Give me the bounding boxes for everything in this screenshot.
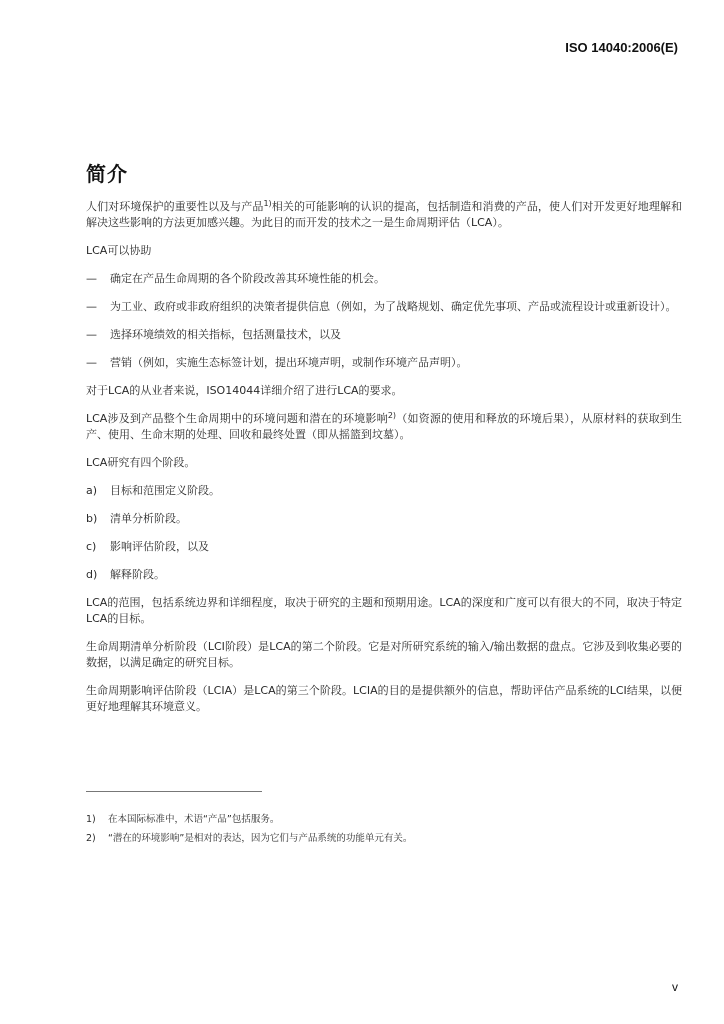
list-item	[86, 327, 682, 343]
list-item-text: 选择环境绩效的相关指标，包括测量技术，以及	[110, 328, 341, 341]
phase-marker: d)	[86, 568, 98, 581]
phase-item	[86, 567, 682, 583]
standard-number: ISO 14040:2006(E)	[565, 40, 678, 55]
phase-text: 清单分析阶段。	[110, 512, 187, 525]
list-dash: —	[86, 300, 97, 313]
footnote-marker: 1)	[86, 814, 96, 825]
footnote-ref-1: 1)	[263, 199, 272, 208]
footnote	[86, 832, 682, 846]
phase-item	[86, 483, 682, 499]
phase-text: 影响评估阶段，以及	[110, 540, 209, 553]
list-item-text: 营销（例如，实施生态标签计划，提出环境声明，或制作环境产品声明）。	[110, 356, 468, 369]
section-title: 简介	[86, 162, 128, 186]
phase-marker: c)	[86, 540, 97, 553]
footnote-marker: 2)	[86, 833, 96, 844]
phase-item	[86, 539, 682, 555]
intro-text-1: 人们对环境保护的重要性以及与产品	[86, 200, 264, 213]
phase-text: 目标和范围定义阶段。	[110, 484, 220, 497]
four-phases-paragraph: LCA研究有四个阶段。	[86, 456, 196, 469]
list-dash: —	[86, 356, 97, 369]
lca-addresses-text-2: （如资源的使用和释放的环境后果），从原材料的获取到生产、使用、生命末期的处理、回收和最终处置（即从摇篮到坟墓）。	[86, 412, 682, 441]
list-dash: —	[86, 328, 97, 341]
practitioners-paragraph: 对于LCA的从业者来说，ISO14044详细介绍了进行LCA的要求。	[86, 384, 403, 397]
intro-paragraph	[86, 199, 682, 231]
list-item	[86, 355, 682, 371]
phase-item	[86, 511, 682, 527]
phase-text: 解释阶段。	[110, 568, 165, 581]
footnotes	[86, 813, 682, 851]
body-text	[86, 199, 682, 727]
lci-paragraph: 生命周期清单分析阶段（LCI阶段）是LCA的第二个阶段。它是对所研究系统的输入/输出数据的盘点。它涉及到收集必要的数据，以满足确定的研究目标。	[86, 640, 682, 669]
lca-addresses-paragraph	[86, 411, 682, 443]
footnote-text: “潜在的环境影响”是相对的表达，因为它们与产品系统的功能单元有关。	[108, 833, 413, 844]
list-item-text: 为工业、政府或非政府组织的决策者提供信息（例如，为了战略规划、确定优先事项、产品或流程设计或重新设计）。	[110, 300, 677, 313]
footnote-divider	[86, 791, 262, 792]
list-dash: —	[86, 272, 97, 285]
footnote	[86, 813, 682, 827]
intro-text-2: 相关的可能影响的认识的提高，包括制造和消费的产品，使人们对开发更好地理解和解决这些影响的方法更加感兴趣。为此目的而开发的技术之一是生命周期评估（LCA）。	[86, 200, 683, 229]
footnote-ref-2: 2)	[387, 411, 397, 420]
footnote-text: 在本国际标准中，术语“产品”包括服务。	[108, 814, 280, 825]
lca-can-help: LCA可以协助	[86, 244, 152, 257]
list-item	[86, 271, 682, 287]
phase-marker: a)	[86, 484, 98, 497]
lca-addresses-text-1: LCA涉及到产品整个生命周期中的环境问题和潜在的环境影响	[86, 412, 388, 425]
list-item-text: 确定在产品生命周期的各个阶段改善其环境性能的机会。	[110, 272, 385, 285]
phase-marker: b)	[86, 512, 98, 525]
list-item	[86, 299, 682, 315]
scope-paragraph: LCA的范围，包括系统边界和详细程度，取决于研究的主题和预期用途。LCA的深度和广度可以有很大的不同，取决于特定LCA的目标。	[86, 596, 682, 625]
page-number: v	[672, 980, 678, 994]
lcia-paragraph: 生命周期影响评估阶段（LCIA）是LCA的第三个阶段。LCIA的目的是提供额外的信息，帮助评估产品系统的LCI结果，以便更好地理解其环境意义。	[86, 684, 682, 713]
